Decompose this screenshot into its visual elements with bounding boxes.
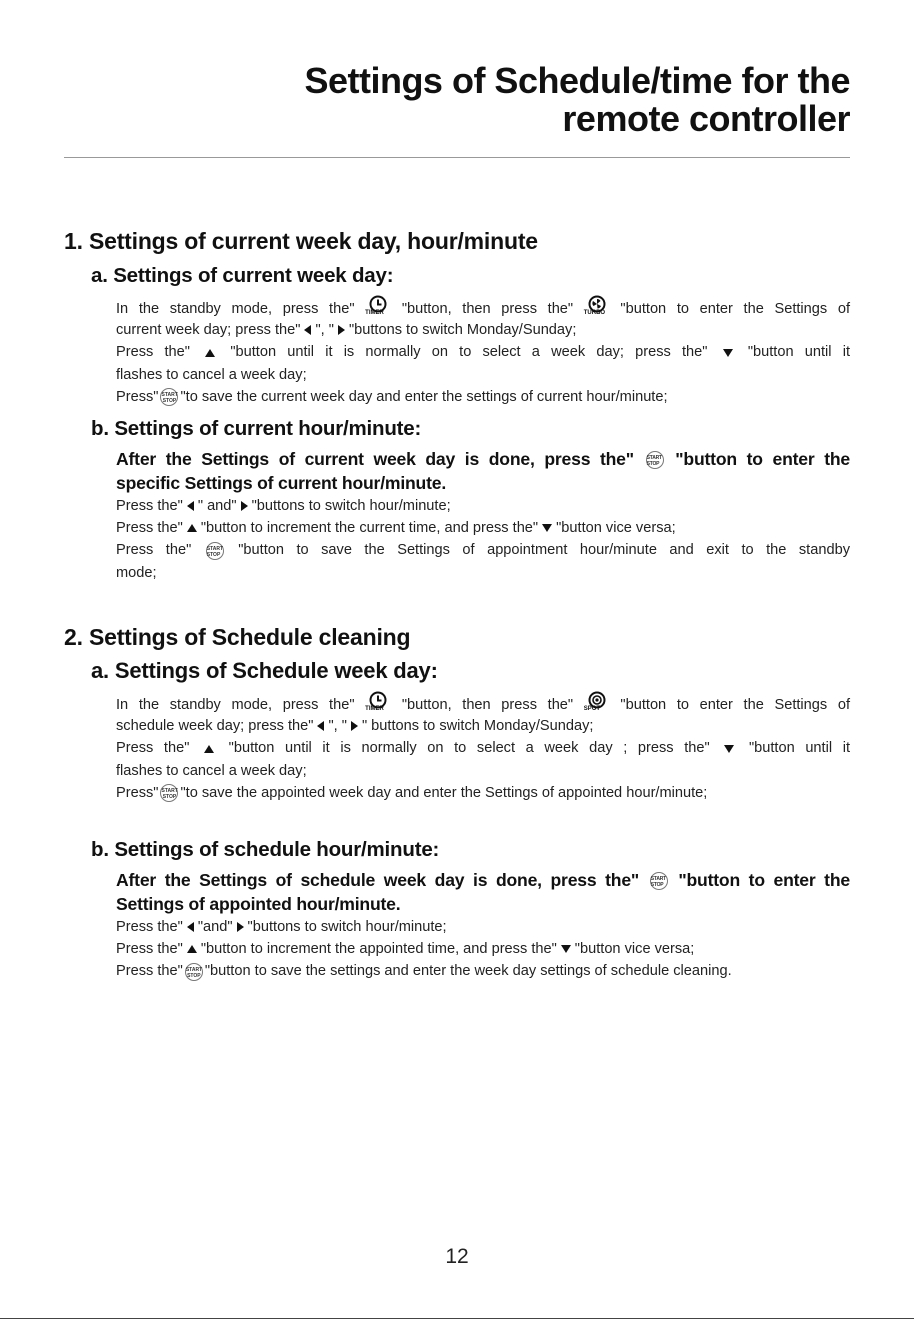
page-title-line-2: remote controller bbox=[562, 98, 850, 139]
up-arrow-icon bbox=[205, 349, 215, 357]
text-line: Press the" " and" "buttons to switch hour/minute; bbox=[116, 498, 451, 514]
up-arrow-icon bbox=[187, 524, 197, 532]
right-arrow-icon bbox=[338, 325, 345, 335]
page-title bbox=[304, 62, 850, 138]
section-1a-body bbox=[116, 297, 850, 408]
start-stop-icon: START STOP bbox=[185, 963, 203, 981]
text-line: Press the" "and" "buttons to switch hour/minute; bbox=[116, 919, 447, 935]
down-arrow-icon bbox=[723, 349, 733, 357]
section-2b-body bbox=[116, 868, 850, 983]
text-line: After the Settings of current week day is done, press the" START STOP "button to enter the bbox=[116, 449, 850, 469]
text-line: schedule week day; press the" ", " " buttons to switch Monday/Sunday; bbox=[116, 718, 594, 735]
section-1-heading: 1. Settings of current week day, hour/minute bbox=[64, 228, 538, 254]
timer-icon: TIMER bbox=[367, 297, 389, 321]
up-arrow-icon bbox=[204, 745, 214, 753]
down-arrow-icon bbox=[561, 945, 571, 953]
page-number: 12 bbox=[445, 1245, 469, 1268]
text-line: Settings of appointed hour/minute. bbox=[116, 894, 401, 914]
turbo-icon: TURBO bbox=[586, 297, 608, 321]
text-line: Press the" "button until it is normally on to select a week day; press the" "button until it bbox=[116, 344, 850, 361]
footer-divider bbox=[0, 1318, 914, 1319]
text-line: Press the" START STOP "button to save the settings and enter the week day settings of schedule cleaning. bbox=[116, 963, 732, 980]
text-line: flashes to cancel a week day; bbox=[116, 366, 307, 383]
section-2a-body bbox=[116, 693, 850, 804]
section-1b-heading: b. Settings of current hour/minute: bbox=[91, 417, 422, 440]
left-arrow-icon bbox=[187, 501, 194, 511]
down-arrow-icon bbox=[542, 524, 552, 532]
text-line: After the Settings of schedule week day is done, press the" START STOP "button to enter the bbox=[116, 870, 850, 890]
section-2a-heading: a. Settings of Schedule week day: bbox=[91, 658, 438, 683]
timer-icon: TIMER bbox=[367, 693, 389, 717]
text-line: flashes to cancel a week day; bbox=[116, 762, 307, 779]
text-line: Press the" "button to increment the appointed time, and press the" "button vice versa; bbox=[116, 941, 695, 958]
right-arrow-icon bbox=[351, 721, 358, 731]
text-line: Press the" "button until it is normally on to select a week day ; press the" "button until it bbox=[116, 740, 851, 757]
text-line: Press" START STOP "to save the current week day and enter the settings of current hour/minute; bbox=[116, 388, 668, 405]
text-line: mode; bbox=[116, 564, 157, 581]
right-arrow-icon bbox=[241, 501, 248, 511]
start-stop-icon: START STOP bbox=[206, 542, 224, 560]
start-stop-icon: START STOP bbox=[650, 872, 668, 890]
start-stop-icon: START STOP bbox=[646, 451, 664, 469]
spot-icon: SPOT bbox=[586, 693, 608, 717]
section-1a-heading: a. Settings of current week day: bbox=[91, 264, 394, 287]
left-arrow-icon bbox=[187, 922, 194, 932]
down-arrow-icon bbox=[724, 745, 734, 753]
text-line: current week day; press the" ", " "buttons to switch Monday/Sunday; bbox=[116, 322, 577, 339]
start-stop-icon: START STOP bbox=[160, 388, 178, 406]
text-line: In the standby mode, press the" TIMER "button, then press the" SPOT "button to enter the Settings of bbox=[116, 693, 850, 715]
page-title-line-1: Settings of Schedule/time for the bbox=[304, 60, 850, 101]
text-line: Press the" START STOP "button to save the Settings of appointment hour/minute and exit to the standby bbox=[116, 542, 850, 559]
text-line: Press the" "button to increment the current time, and press the" "button vice versa; bbox=[116, 520, 676, 537]
section-2-heading: 2. Settings of Schedule cleaning bbox=[64, 624, 411, 650]
text-line: In the standby mode, press the" TIMER "button, then press the" TURBO "button to enter the Settings of bbox=[116, 297, 850, 319]
up-arrow-icon bbox=[187, 945, 197, 953]
right-arrow-icon bbox=[237, 922, 244, 932]
text-line: Press" START STOP "to save the appointed week day and enter the Settings of appointed hour/minute; bbox=[116, 784, 708, 801]
header-divider bbox=[64, 157, 850, 158]
left-arrow-icon bbox=[317, 721, 324, 731]
section-2b-heading: b. Settings of schedule hour/minute: bbox=[91, 838, 440, 861]
start-stop-icon: START STOP bbox=[160, 784, 178, 802]
section-1b-body bbox=[116, 447, 850, 584]
text-line: specific Settings of current hour/minute. bbox=[116, 473, 447, 493]
left-arrow-icon bbox=[304, 325, 311, 335]
